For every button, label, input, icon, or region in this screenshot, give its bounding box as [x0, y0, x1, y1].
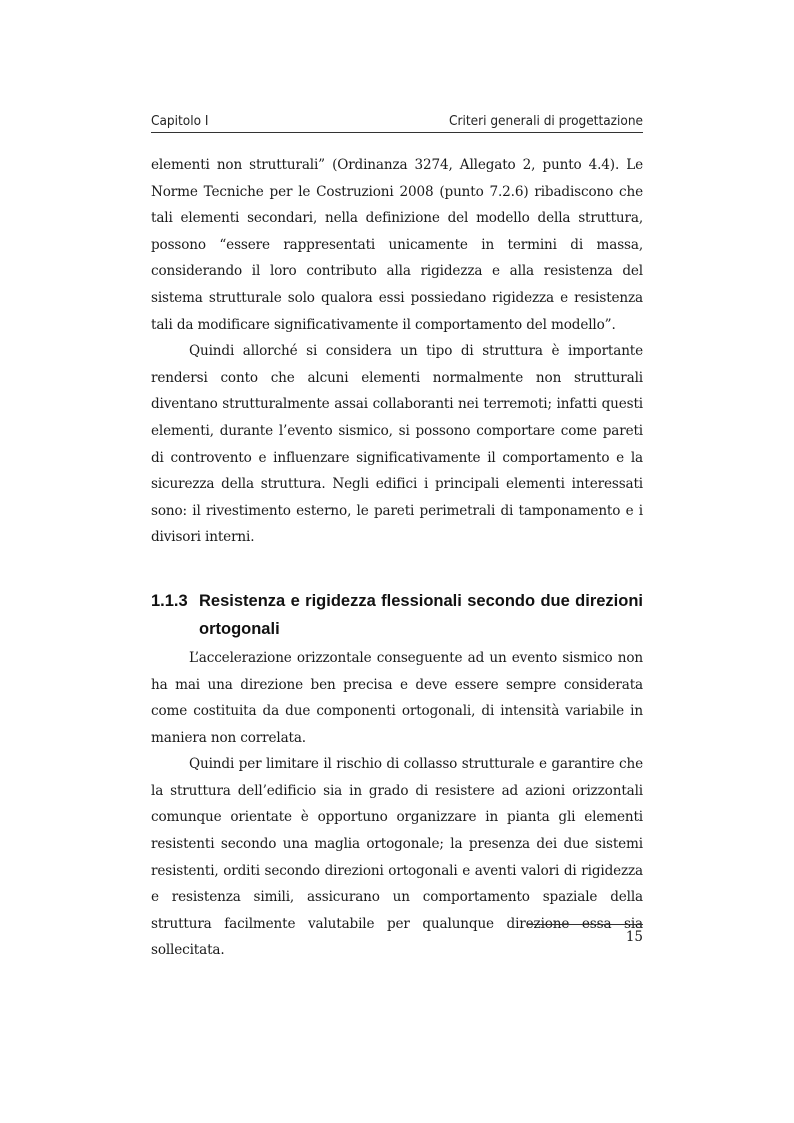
section-title-line-1: Resistenza e rigidezza flessionali secondo due direzioni [199, 591, 643, 610]
running-header [151, 113, 643, 133]
section-title-line-2: ortogonali [199, 619, 280, 638]
footer-divider [528, 924, 643, 925]
body-paragraph: Quindi allorché si considera un tipo di struttura è importante rendersi conto che alcuni elementi normalmente non strutturali diventano strutturalmente assai collaboranti nei terremoti; infatti questi elementi, durante l’evento sismico, si possono comportare come pareti di controvento e influenzare significativamente il comportamento e la sicurezza della struttura. Negli edifici i principali elementi interessati sono: il rivestimento esterno, le pareti perimetrali di tamponamento e i divisori interni. [151, 343, 643, 546]
section-paragraph: L’accelerazione orizzontale conseguente ad un evento sismico non ha mai una direzione ben precisa e deve essere sempre considerata come costituita da due componenti ortogonali, di intensità variabile in maniera non correlata. [151, 649, 643, 746]
section-number: 1.1.3 [151, 591, 188, 610]
header-divider [151, 132, 643, 133]
body-paragraph-continued: elementi non strutturali” (Ordinanza 3274, Allegato 2, punto 4.4). Le Norme Tecniche per le Costruzioni 2008 (punto 7.2.6) ribadiscono che tali elementi secondari, nella definizione del modello della struttura, possono “essere rappresentati unicamente in termini di massa, considerando il loro contributo alla rigidezza e alla resistenza del sistema strutturale solo qualora essi possiedano rigidezza e resistenza tali da modificare significativamente il comportamento del modello”. [151, 157, 643, 333]
header-chapter: Capitolo I [151, 113, 209, 129]
page-body [151, 152, 643, 964]
section-paragraph: Quindi per limitare il rischio di collasso strutturale e garantire che la struttura dell’edificio sia in grado di resistere ad azioni orizzontali comunque orientate è opportuno organizzare in pianta gli elementi resistenti secondo una maglia ortogonale; la presenza dei due sistemi resistenti, orditi secondo direzioni ortogonali e aventi valori di rigidezza e resistenza simili, assicurano un comportamento spaziale della struttura facilmente valutabile per qualunque direzione essa sia sollecitata. [151, 756, 643, 959]
section-heading [151, 587, 643, 643]
header-section-title: Criteri generali di progettazione [449, 113, 643, 129]
page-number: 15 [625, 929, 643, 945]
